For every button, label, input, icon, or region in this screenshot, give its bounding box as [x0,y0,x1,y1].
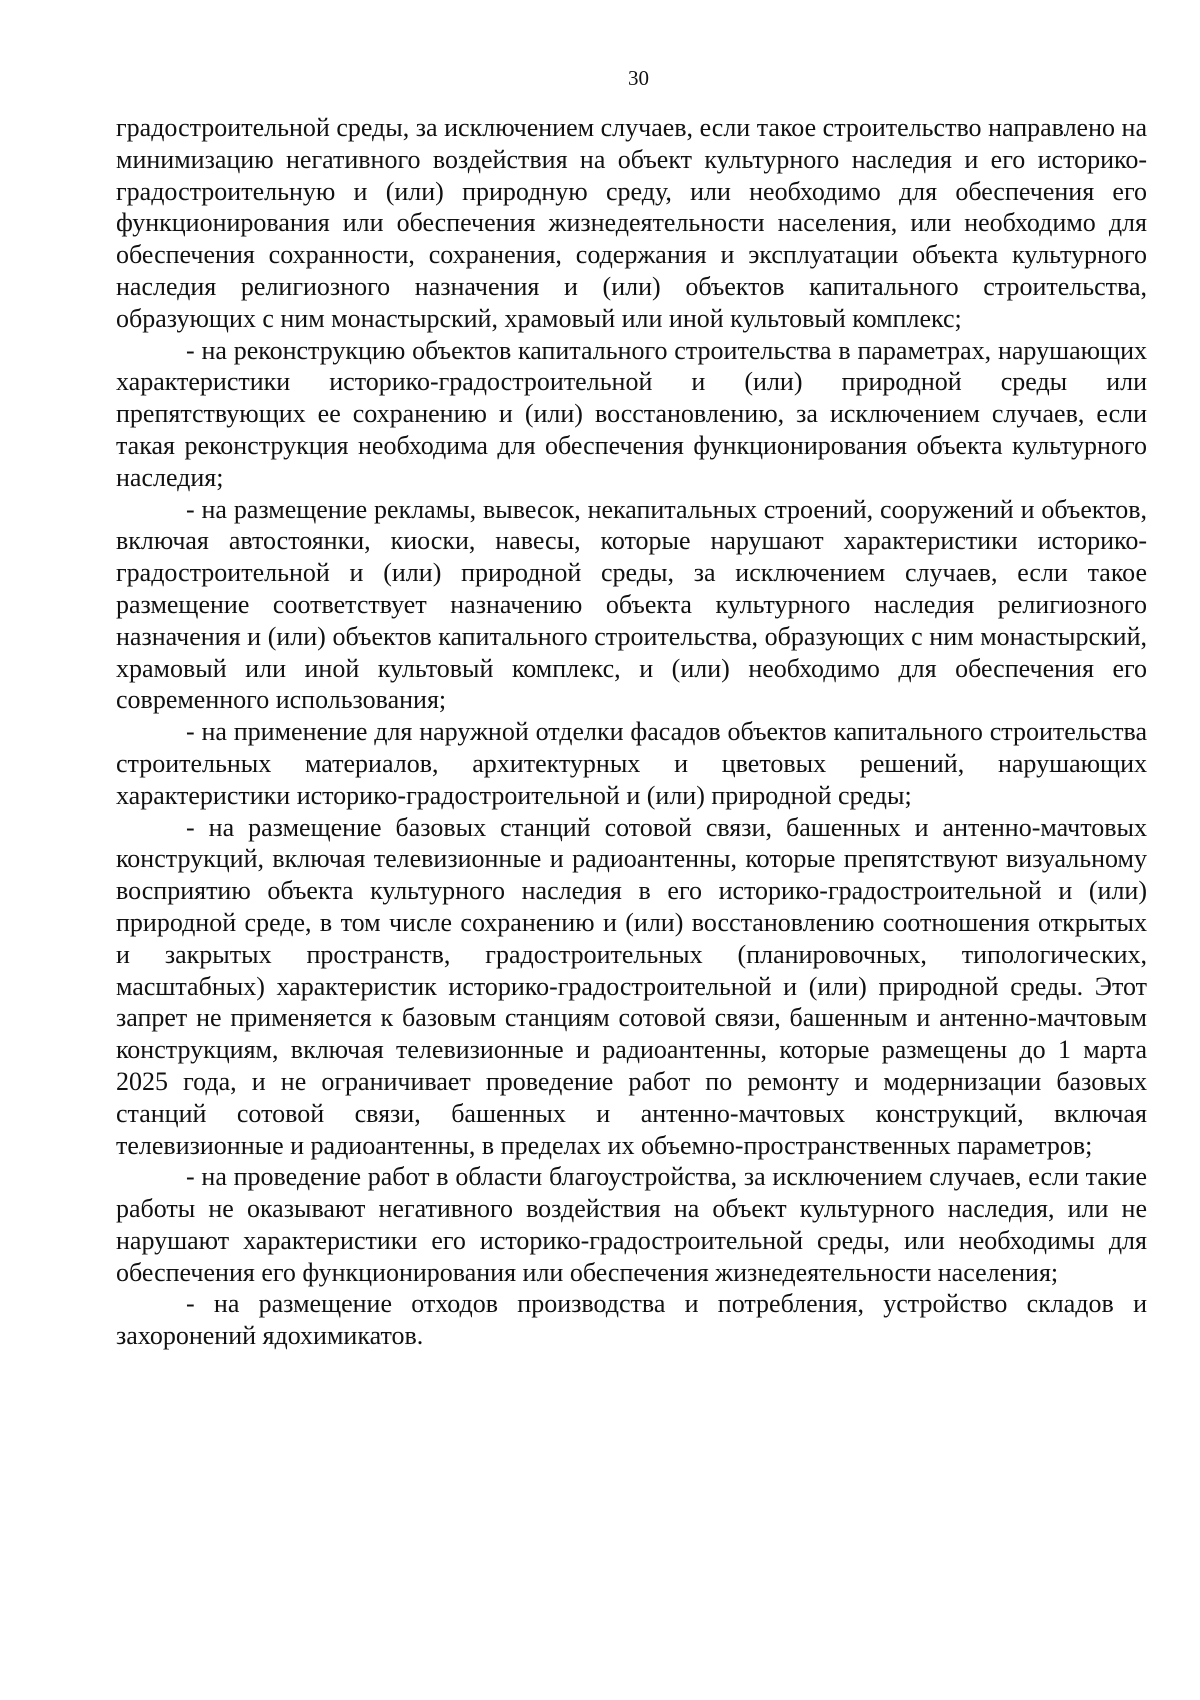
paragraph-continuation: градостроительной среды, за исключением случаев, если такое строительство направлено на минимизацию негативного воздействия на объект культурного наследия и его историко-градостроительную и (или) природную среду, или необходимо для обеспечения его функционирования или обеспечения жизнедеятельности населения, или необходимо для обеспечения сохранности, сохранения, содержания и эксплуатации объекта культурного наследия религиозного назначения и (или) объектов капитального строительства, образующих с ним монастырский, храмовый или иной культовый комплекс; [116,113,1147,333]
paragraph-waste-ban: - на размещение отходов производства и потребления, устройство складов и захоронений ядохимикатов. [116,1289,1147,1351]
paragraph-reconstruction-ban: - на реконструкцию объектов капитального строительства в параметрах, нарушающих характеристики историко-градостроительной и (или) природной среды или препятствующих ее сохранению и (или) восстановлению, за исключением случаев, если такая реконструкция необходима для обеспечения функционирования объекта культурного наследия; [116,335,1147,492]
document-body [116,112,1147,1352]
paragraph-landscaping-ban: - на проведение работ в области благоустройства, за исключением случаев, если такие работы не оказывают негативного воздействия на объект культурного наследия, или не нарушают характеристики его историко-градостроительной среды, или необходимы для обеспечения его функционирования или обеспечения жизнедеятельности населения; [116,1162,1147,1287]
paragraph-facade-ban: - на применение для наружной отделки фасадов объектов капитального строительства строительных материалов, архитектурных и цветовых решений, нарушающих характеристики историко-градостроительной и (или) природной среды; [116,717,1147,810]
paragraph-advertising-ban: - на размещение рекламы, вывесок, некапитальных строений, сооружений и объектов, включая автостоянки, киоски, навесы, которые нарушают характеристики историко-градостроительной и (или) природной среды, за исключением случаев, если такое размещение соответствует назначению объекта культурного наследия религиозного назначения и (или) объектов капитального строительства, образующих с ним монастырский, храмовый или иной культовый комплекс, и (или) необходимо для обеспечения его современного использования; [116,494,1147,715]
page-number: 30 [628,66,649,90]
paragraph-cellular-station-ban: - на размещение базовых станций сотовой связи, башенных и антенно-мачтовых конструкций, включая телевизионные и радиоантенны, которые препятствуют визуальному восприятию объекта культурного наследия в его историко-градостроительной и (или) природной среде, в том числе сохранению и (или) восстановлению соотношения открытых и закрытых пространств, градостроительных (планировочных, типологических, масштабных) характеристик историко-градостроительной и (или) природной среды. Этот запрет не применяется к базовым станциям сотовой связи, башенным и антенно-мачтовым конструкциям, включая телевизионные и радиоантенны, которые размещены до 1 марта 2025 года, и не ограничивает проведение работ по ремонту и модернизации базовых станций сотовой связи, башенных и антенно-мачтовых конструкций, включая телевизионные и радиоантенны, в пределах их объемно-пространственных параметров; [116,812,1147,1160]
